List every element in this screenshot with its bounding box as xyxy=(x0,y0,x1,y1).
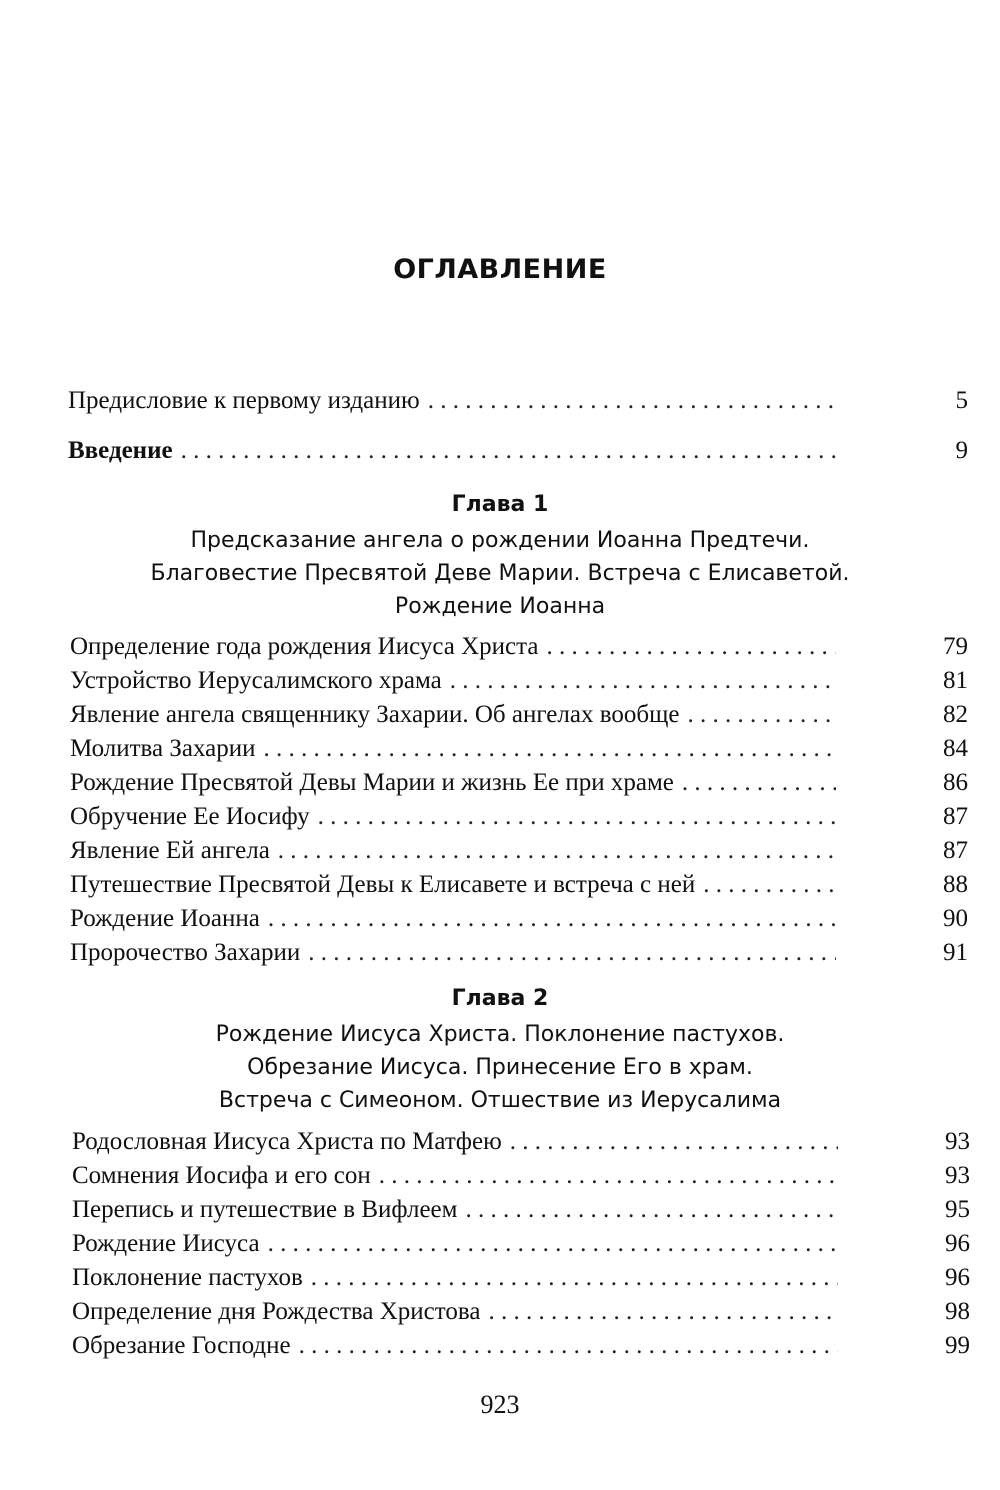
chapter-description-line: Рождение Иисуса Христа. Поклонение пастухов. xyxy=(215,1022,785,1047)
chapter-description xyxy=(0,1018,1000,1117)
leader-dots xyxy=(488,1295,838,1329)
toc-entry-page: 93 xyxy=(945,1128,970,1155)
toc-entry-preface[interactable] xyxy=(68,384,968,418)
toc-entry[interactable] xyxy=(70,766,968,800)
toc-entry-title: Поклонение пастухов xyxy=(72,1264,303,1291)
toc-entry[interactable] xyxy=(72,1295,970,1329)
leader-dots xyxy=(510,1125,838,1159)
toc-entry[interactable] xyxy=(72,1125,970,1159)
toc-entry-title: Обрезание Господне xyxy=(72,1332,291,1359)
toc-entry-title: Рождение Пресвятой Девы Марии и жизнь Ее при храме xyxy=(70,769,674,796)
toc-entry-title: Определение дня Рождества Христова xyxy=(72,1298,481,1325)
chapter-description-line: Благовестие Пресвятой Деве Марии. Встреча с Елисаветой. xyxy=(150,561,850,586)
toc-entry-title: Обручение Ее Иосифу xyxy=(70,803,310,830)
toc-entry-page: 87 xyxy=(943,803,968,830)
toc-entry[interactable] xyxy=(72,1329,970,1363)
toc-entry[interactable] xyxy=(70,936,968,970)
leader-dots xyxy=(268,902,836,936)
toc-entry-page: 96 xyxy=(945,1230,970,1257)
leader-dots xyxy=(311,1261,838,1295)
toc-entry[interactable] xyxy=(70,902,968,936)
leader-dots xyxy=(450,664,836,698)
page-title: ОГЛАВЛЕНИЕ xyxy=(393,254,607,285)
toc-entry-page: 96 xyxy=(945,1264,970,1291)
toc-entry[interactable] xyxy=(70,834,968,868)
toc-entry[interactable] xyxy=(70,800,968,834)
toc-entry-page: 88 xyxy=(943,871,968,898)
leader-dots xyxy=(268,1227,838,1261)
chapter-description-line: Предсказание ангела о рождении Иоанна Предтечи. xyxy=(190,528,810,553)
chapter-1-heading xyxy=(0,490,1000,623)
leader-dots xyxy=(278,834,836,868)
chapter-2-heading xyxy=(0,984,1000,1117)
leader-dots xyxy=(308,936,836,970)
toc-entry-page: 82 xyxy=(943,701,968,728)
leader-dots xyxy=(465,1193,838,1227)
chapter-label: Глава 1 xyxy=(451,492,549,517)
toc-entry[interactable] xyxy=(70,732,968,766)
toc-entry-page: 91 xyxy=(943,939,968,966)
toc-entry-title: Пророчество Захарии xyxy=(70,939,301,966)
toc-entry-title: Перепись и путешествие в Вифлеем xyxy=(72,1196,458,1223)
chapter-description-line: Встреча с Симеоном. Отшествие из Иерусалима xyxy=(218,1088,782,1113)
toc-entry[interactable] xyxy=(72,1193,970,1227)
toc-entry-title: Рождение Иисуса xyxy=(72,1230,260,1257)
toc-entry-page: 9 xyxy=(955,437,968,464)
toc-entry-title: Сомнения Иосифа и его сон xyxy=(72,1162,371,1189)
toc-entry-page: 87 xyxy=(943,837,968,864)
chapter-description xyxy=(0,524,1000,623)
toc-entry-title: Введение xyxy=(68,437,173,464)
toc-entry[interactable] xyxy=(72,1159,970,1193)
leader-dots xyxy=(181,434,836,468)
toc-entry-page: 86 xyxy=(943,769,968,796)
toc-entry-page: 81 xyxy=(943,667,968,694)
toc-entry-title: Рождение Иоанна xyxy=(70,905,260,932)
toc-entry[interactable] xyxy=(72,1227,970,1261)
toc-entry[interactable] xyxy=(72,1261,970,1295)
leader-dots xyxy=(299,1329,838,1363)
chapter-description-line: Рождение Иоанна xyxy=(394,594,606,619)
chapter-description-line: Обрезание Иисуса. Принесение Его в храм. xyxy=(247,1055,753,1080)
toc-entry-title: Устройство Иерусалимского храма xyxy=(70,667,442,694)
chapter-label: Глава 2 xyxy=(451,986,549,1011)
toc-entry-title: Родословная Иисуса Христа по Матфею xyxy=(72,1128,502,1155)
toc-entry-page: 95 xyxy=(945,1196,970,1223)
toc-entry[interactable] xyxy=(70,868,968,902)
toc-entry-title: Явление Ей ангела xyxy=(70,837,270,864)
leader-dots xyxy=(264,732,836,766)
toc-entry-page: 93 xyxy=(945,1162,970,1189)
toc-entry-title: Молитва Захарии xyxy=(70,735,256,762)
toc-entry-introduction[interactable] xyxy=(68,434,968,468)
page-number: 923 xyxy=(480,1390,520,1419)
leader-dots xyxy=(318,800,836,834)
toc-entry-page: 98 xyxy=(945,1298,970,1325)
toc-entry-title: Определение года рождения Иисуса Христа xyxy=(70,633,539,660)
toc-entry-page: 99 xyxy=(945,1332,970,1359)
toc-entry-page: 90 xyxy=(943,905,968,932)
toc-entry-page: 79 xyxy=(943,633,968,660)
toc-entry[interactable] xyxy=(70,630,968,664)
leader-dots xyxy=(428,384,836,418)
leader-dots xyxy=(379,1159,838,1193)
toc-entry[interactable] xyxy=(70,664,968,698)
leader-dots xyxy=(687,698,836,732)
toc-entry-page: 84 xyxy=(943,735,968,762)
toc-entry[interactable] xyxy=(70,698,968,732)
toc-entry-title: Предисловие к первому изданию xyxy=(68,387,420,414)
leader-dots xyxy=(703,868,836,902)
toc-entry-title: Явление ангела священнику Захарии. Об ангелах вообще xyxy=(70,701,680,728)
toc-entry-page: 5 xyxy=(955,387,968,414)
leader-dots xyxy=(546,630,836,664)
leader-dots xyxy=(682,766,836,800)
toc-entry-title: Путешествие Пресвятой Девы к Елисавете и встреча с ней xyxy=(70,871,696,898)
